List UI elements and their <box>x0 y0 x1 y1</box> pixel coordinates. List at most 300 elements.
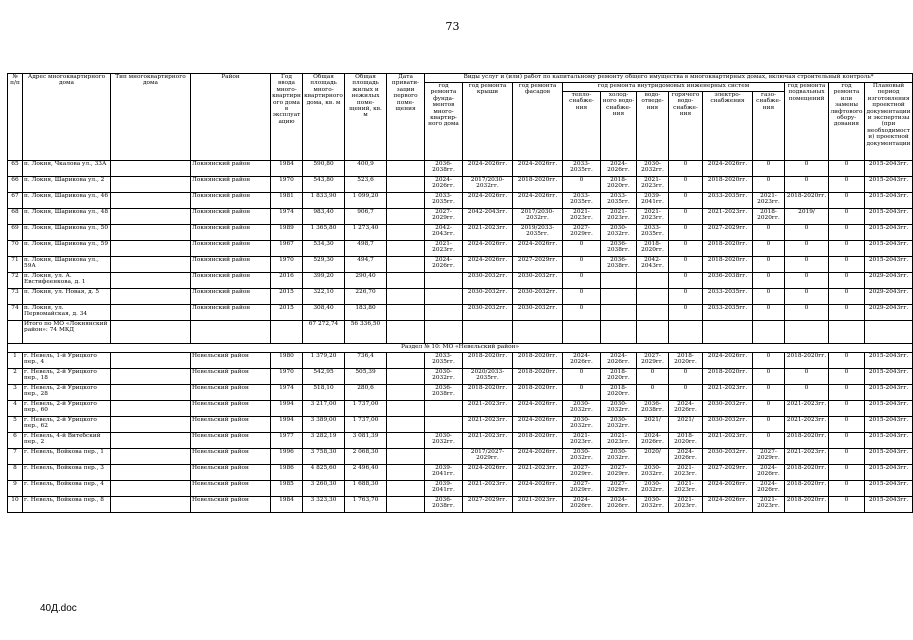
cell-f: 2039-2041гг. <box>425 481 463 497</box>
cell-gas: 0 <box>753 257 785 273</box>
cell-cold: 2021-2023гг. <box>601 433 637 449</box>
cell-roof: 2018-2020гг. <box>463 385 513 401</box>
cell-a2: 1 273,40 <box>345 225 387 241</box>
cell-priv <box>387 401 425 417</box>
table-row <box>8 417 913 433</box>
cell-f: 2033-2035гг. <box>425 353 463 369</box>
cell-hot: 0 <box>669 225 703 241</box>
cell-dist: Невельский район <box>191 385 271 401</box>
cell-fac: 2030-2032гг. <box>513 273 563 289</box>
cell-fac: 2027-2029гг. <box>513 257 563 273</box>
table-row <box>8 353 913 369</box>
cell-addr: п. Локня, Шарикова ул., 59 <box>23 241 111 257</box>
total-nonres-area: 56 336,50 <box>345 321 387 344</box>
cell-fac: 2018-2020гг. <box>513 177 563 193</box>
cell-dist: Локнянский район <box>191 273 271 289</box>
cell-priv <box>387 257 425 273</box>
cell-a1: 3 389,00 <box>303 417 345 433</box>
cell-priv <box>387 273 425 289</box>
cell-gas: 0 <box>753 401 785 417</box>
cell-bas: 0 <box>785 177 829 193</box>
cell-priv <box>387 481 425 497</box>
cell-a1: 543,80 <box>303 177 345 193</box>
cell-type <box>111 241 191 257</box>
cell-cold: 2030-2032гг. <box>601 417 637 433</box>
cell-heat: 0 <box>563 369 601 385</box>
cell-gas: 0 <box>753 385 785 401</box>
cell-f: 2024-2026гг. <box>425 177 463 193</box>
cell-roof: 2030-2032гг. <box>463 289 513 305</box>
cell-n: 1 <box>8 353 23 369</box>
cell-sew: 2033-2035гг. <box>637 225 669 241</box>
cell-plan: 2015-2043гг. <box>865 193 913 209</box>
cell-type <box>111 433 191 449</box>
cell-gas: 2018-2020гг. <box>753 209 785 225</box>
cell-n: 68 <box>8 209 23 225</box>
cell-roof: 2030-2032гг. <box>463 273 513 289</box>
cell-plan: 2015-2043гг. <box>865 369 913 385</box>
cell-plan: 2015-2043гг. <box>865 481 913 497</box>
cell-type <box>111 257 191 273</box>
cell-bas: 0 <box>785 273 829 289</box>
cell-dist: Невельский район <box>191 369 271 385</box>
footer-filename: 40Д.doc <box>40 603 77 614</box>
table-row <box>8 225 913 241</box>
cell-bas: 0 <box>785 241 829 257</box>
cell-bas: 0 <box>785 369 829 385</box>
cell-a2: 505,39 <box>345 369 387 385</box>
cell-addr: п. Локня, Чкалова ул., 33А <box>23 161 111 177</box>
cell-el: 2033-2035гг. <box>703 305 753 321</box>
cell-priv <box>387 225 425 241</box>
cell-cold: 2033-2035гг. <box>601 193 637 209</box>
cell-lift: 0 <box>829 305 865 321</box>
cell-sew: 2020/ <box>637 449 669 465</box>
cell-a2: 280,6 <box>345 385 387 401</box>
cell-addr: г. Невель, Войкова пер., 3 <box>23 465 111 481</box>
cell-a2: 2 496,40 <box>345 465 387 481</box>
cell-f: 2024-2026гг. <box>425 257 463 273</box>
cell-a2: 736,4 <box>345 353 387 369</box>
cell-n: 6 <box>8 433 23 449</box>
cell-priv <box>387 305 425 321</box>
rows-nevel <box>8 353 913 513</box>
cell-f: 2039-2041гг. <box>425 465 463 481</box>
header-roof: год ремонта крыши <box>463 83 513 161</box>
cell-n: 3 <box>8 385 23 401</box>
section-title: Раздел № 10: МО «Невельский район» <box>8 344 913 353</box>
cell-gas: 0 <box>753 353 785 369</box>
cell-fac: 2018-2020гг. <box>513 369 563 385</box>
cell-hot: 0 <box>669 273 703 289</box>
cell-heat: 0 <box>563 241 601 257</box>
cell-a2: 226,70 <box>345 289 387 305</box>
cell-dist: Локнянский район <box>191 193 271 209</box>
cell-heat: 0 <box>563 289 601 305</box>
cell-lift: 0 <box>829 353 865 369</box>
cell-a2: 1 737,00 <box>345 417 387 433</box>
cell-sew: 0 <box>637 385 669 401</box>
cell-n: 4 <box>8 401 23 417</box>
cell-heat: 2024-2026гг. <box>563 353 601 369</box>
cell-dist: Локнянский район <box>191 257 271 273</box>
cell-gas: 0 <box>753 177 785 193</box>
cell-year: 1986 <box>271 465 303 481</box>
cell-addr: п. Локня, Шарикова ул., 2 <box>23 177 111 193</box>
cell-bas: 0 <box>785 305 829 321</box>
cell-a1: 1 365,80 <box>303 225 345 241</box>
cell-type <box>111 417 191 433</box>
cell-roof: 2021-2023гг. <box>463 417 513 433</box>
cell-heat: 0 <box>563 257 601 273</box>
cell-sew: 2039-2041гг. <box>637 193 669 209</box>
cell-roof: 2024-2026гг. <box>463 257 513 273</box>
cell-hot: 2024-2026гг. <box>669 401 703 417</box>
header-cold: холод-ного водо-снабже-ния <box>601 92 637 161</box>
cell-sew: 2036-2038гг. <box>637 401 669 417</box>
cell-cold: 2018-2020гг. <box>601 177 637 193</box>
cell-el: 2018-2020гг. <box>703 241 753 257</box>
header-type: Тип многоквартирного дома <box>111 74 191 161</box>
table-row <box>8 401 913 417</box>
cell-el: 2018-2020гг. <box>703 369 753 385</box>
cell-el: 2024-2026гг. <box>703 161 753 177</box>
cell-f <box>425 273 463 289</box>
cell-lift: 0 <box>829 289 865 305</box>
cell-roof: 2018-2020гг. <box>463 353 513 369</box>
cell-hot: 0 <box>669 241 703 257</box>
cell-fac: 2030-2032гг. <box>513 305 563 321</box>
cell-n: 2 <box>8 369 23 385</box>
cell-plan: 2015-2043гг. <box>865 385 913 401</box>
cell-gas: 2024-2026гг. <box>753 465 785 481</box>
cell-gas: 2021-2023гг. <box>753 497 785 513</box>
cell-heat: 2024-2026гг. <box>563 497 601 513</box>
cell-priv <box>387 433 425 449</box>
cell-heat: 2027-2029гг. <box>563 481 601 497</box>
cell-lift: 0 <box>829 401 865 417</box>
cell-bas: 2018-2020гг. <box>785 497 829 513</box>
cell-cold: 2018-2020гг. <box>601 369 637 385</box>
cell-lift: 0 <box>829 241 865 257</box>
cell-type <box>111 225 191 241</box>
cell-lift: 0 <box>829 225 865 241</box>
cell-fac: 2024-2026гг. <box>513 241 563 257</box>
table-row <box>8 273 913 289</box>
table-row <box>8 193 913 209</box>
cell-type <box>111 385 191 401</box>
cell-el: 2030-2032гг. <box>703 417 753 433</box>
cell-fac: 2024-2026гг. <box>513 161 563 177</box>
cell-priv <box>387 353 425 369</box>
table-row <box>8 289 913 305</box>
cell-cold: 2027-2029гг. <box>601 481 637 497</box>
cell-el: 2033-2035гг. <box>703 193 753 209</box>
cell-gas: 0 <box>753 241 785 257</box>
cell-priv <box>387 449 425 465</box>
header-foundation: год ремонта фунда-ментов много-квартир-ного дома <box>425 83 463 161</box>
cell-priv <box>387 161 425 177</box>
cell-roof: 2020/2033-2035гг. <box>463 369 513 385</box>
cell-f: 2030-2032гг. <box>425 369 463 385</box>
cell-bas: 0 <box>785 225 829 241</box>
cell-heat: 2033-2035гг. <box>563 161 601 177</box>
cell-n: 70 <box>8 241 23 257</box>
header-heat: тепло-снабже-ния <box>563 92 601 161</box>
cell-lift: 0 <box>829 177 865 193</box>
cell-dist: Локнянский район <box>191 289 271 305</box>
cell-fac: 2024-2026гг. <box>513 417 563 433</box>
cell-addr: г. Невель, Войкова пер., 1 <box>23 449 111 465</box>
cell-n: 73 <box>8 289 23 305</box>
cell-plan: 2015-2043гг. <box>865 177 913 193</box>
cell-year: 1967 <box>271 241 303 257</box>
cell-hot: 0 <box>669 257 703 273</box>
cell-heat: 0 <box>563 305 601 321</box>
cell-plan: 2015-2043гг. <box>865 401 913 417</box>
cell-type <box>111 209 191 225</box>
cell-a1: 529,30 <box>303 257 345 273</box>
cell-a1: 3 282,19 <box>303 433 345 449</box>
cell-dist: Локнянский район <box>191 225 271 241</box>
cell-n: 66 <box>8 177 23 193</box>
cell-gas: 0 <box>753 369 785 385</box>
cell-dist: Невельский район <box>191 353 271 369</box>
cell-bas: 0 <box>785 257 829 273</box>
cell-roof: 2027-2029гг. <box>463 497 513 513</box>
cell-sew: 2024-2026гг. <box>637 433 669 449</box>
cell-lift: 0 <box>829 449 865 465</box>
cell-year: 1989 <box>271 225 303 241</box>
cell-n: 74 <box>8 305 23 321</box>
cell-plan: 2015-2043гг. <box>865 465 913 481</box>
cell-cold: 2036-2038гг. <box>601 241 637 257</box>
cell-year: 1970 <box>271 177 303 193</box>
cell-bas: 2018-2020гг. <box>785 353 829 369</box>
cell-addr: г. Невель, 2-й Урицкого пер., 60 <box>23 401 111 417</box>
cell-year: 2015 <box>271 289 303 305</box>
cell-f: 2027-2029гг. <box>425 209 463 225</box>
cell-year: 2015 <box>271 305 303 321</box>
cell-hot: 0 <box>669 385 703 401</box>
cell-dist: Невельский район <box>191 481 271 497</box>
cell-a1: 3 323,30 <box>303 497 345 513</box>
cell-roof: 2021-2023гг. <box>463 433 513 449</box>
cell-plan: 2015-2043гг. <box>865 449 913 465</box>
cell-lift: 0 <box>829 369 865 385</box>
table-row <box>8 241 913 257</box>
cell-a1: 308,40 <box>303 305 345 321</box>
cell-f: 2036-2038гг. <box>425 161 463 177</box>
cell-a1: 1 379,20 <box>303 353 345 369</box>
cell-cold: 2036-2038гг. <box>601 257 637 273</box>
cell-el: 2033-2035гг. <box>703 289 753 305</box>
cell-plan: 2015-2043гг. <box>865 209 913 225</box>
cell-lift: 0 <box>829 497 865 513</box>
cell-fac: 2024-2026гг. <box>513 401 563 417</box>
cell-fac: 2018-2020гг. <box>513 385 563 401</box>
cell-gas: 2021-2023гг. <box>753 193 785 209</box>
cell-f: 2030-2032гг. <box>425 433 463 449</box>
cell-bas: 0 <box>785 161 829 177</box>
cell-sew: 0 <box>637 369 669 385</box>
cell-f: 2042-2043гг. <box>425 225 463 241</box>
cell-dist: Невельский район <box>191 465 271 481</box>
cell-bas: 2018-2020гг. <box>785 433 829 449</box>
table-row <box>8 257 913 273</box>
cell-year: 1980 <box>271 353 303 369</box>
cell-roof: 2021-2023гг. <box>463 481 513 497</box>
total-area: 67 272,74 <box>303 321 345 344</box>
cell-f: 2036-2038гг. <box>425 497 463 513</box>
table-row <box>8 481 913 497</box>
cell-dist: Локнянский район <box>191 161 271 177</box>
cell-heat: 2021-2023гг. <box>563 433 601 449</box>
cell-lift: 0 <box>829 433 865 449</box>
cell-sew: 2030-2032гг. <box>637 465 669 481</box>
header-engineering: год ремонта внутридомовых инженерных систем <box>563 83 785 92</box>
cell-plan: 2015-2043гг. <box>865 433 913 449</box>
header-total-area: Общая площадь много-квартирного дома, кв. м <box>303 74 345 161</box>
cell-n: 67 <box>8 193 23 209</box>
cell-addr: г. Невель, Войкова пер., 4 <box>23 481 111 497</box>
cell-heat: 2027-2029гг. <box>563 465 601 481</box>
cell-plan: 2015-2043гг. <box>865 353 913 369</box>
cell-a1: 518,10 <box>303 385 345 401</box>
cell-addr: п. Локня, Шарикова ул., 48 <box>23 209 111 225</box>
cell-sew <box>637 289 669 305</box>
cell-addr: п. Локня, Шарикова ул., 46 <box>23 193 111 209</box>
header-lift: год ремонта или замены лифтового обору-дования <box>829 83 865 161</box>
cell-roof: 2024-2026гг. <box>463 161 513 177</box>
cell-type <box>111 481 191 497</box>
rows-lokny <box>8 161 913 321</box>
cell-addr: г. Невель, Войкова пер., 8 <box>23 497 111 513</box>
header-works-group: Виды услуг и (или) работ по капитальному ремонту общего имущества в многоквартирных домах, включая строительный контроль* <box>425 74 913 83</box>
cell-plan: 2029-2043гг. <box>865 305 913 321</box>
cell-roof: 2042-2043гг. <box>463 209 513 225</box>
cell-dist: Локнянский район <box>191 305 271 321</box>
header-address: Адрес многоквартирного дома <box>23 74 111 161</box>
cell-year: 1977 <box>271 433 303 449</box>
cell-type <box>111 369 191 385</box>
cell-addr: п. Локня, Шарикова ул., 50 <box>23 225 111 241</box>
cell-heat: 0 <box>563 385 601 401</box>
cell-heat: 0 <box>563 273 601 289</box>
cell-el: 2024-2026гг. <box>703 353 753 369</box>
cell-type <box>111 177 191 193</box>
cell-a2: 2 068,30 <box>345 449 387 465</box>
cell-lift: 0 <box>829 385 865 401</box>
cell-a1: 3 758,30 <box>303 449 345 465</box>
cell-fac: 2018-2020гг. <box>513 433 563 449</box>
cell-heat: 0 <box>563 177 601 193</box>
cell-el: 2030-2032гг. <box>703 401 753 417</box>
cell-type <box>111 273 191 289</box>
cell-a2: 906,7 <box>345 209 387 225</box>
cell-roof: 2021-2023гг. <box>463 401 513 417</box>
cell-el: 2021-2023гг. <box>703 433 753 449</box>
header-year: Год ввода много-квартирного дома в эксплуатацию <box>271 74 303 161</box>
cell-n: 8 <box>8 465 23 481</box>
cell-roof: 2030-2032гг. <box>463 305 513 321</box>
cell-fac: 2017/2030-2032гг. <box>513 209 563 225</box>
cell-gas: 0 <box>753 305 785 321</box>
cell-el: 2036-2038гг. <box>703 273 753 289</box>
cell-gas: 0 <box>753 225 785 241</box>
cell-hot: 2021-2023гг. <box>669 465 703 481</box>
cell-roof: 2024-2026гг. <box>463 465 513 481</box>
cell-sew: 2030-2032гг. <box>637 481 669 497</box>
cell-a1: 534,30 <box>303 241 345 257</box>
section-row <box>8 344 913 353</box>
cell-fac: 2021-2023гг. <box>513 465 563 481</box>
cell-hot: 0 <box>669 305 703 321</box>
header-privatization: Дата привати-зации первого поме-щения <box>387 74 425 161</box>
cell-type <box>111 465 191 481</box>
cell-lift: 0 <box>829 161 865 177</box>
cell-heat: 2030-2032гг. <box>563 401 601 417</box>
header-sewer: водо-отведе-ния <box>637 92 669 161</box>
cell-sew <box>637 305 669 321</box>
cell-year: 1985 <box>271 481 303 497</box>
cell-gas: 0 <box>753 417 785 433</box>
cell-lift: 0 <box>829 257 865 273</box>
table-row <box>8 209 913 225</box>
cell-a2: 3 081,39 <box>345 433 387 449</box>
cell-hot: 0 <box>669 161 703 177</box>
cell-addr: г. Невель, 2-й Урицкого пер., 18 <box>23 369 111 385</box>
cell-el: 2024-2026гг. <box>703 481 753 497</box>
cell-el: 2021-2023гг. <box>703 385 753 401</box>
cell-sew: 2030-2032гг. <box>637 497 669 513</box>
cell-type <box>111 161 191 177</box>
cell-f: 2021-2023гг. <box>425 241 463 257</box>
cell-a1: 3 260,30 <box>303 481 345 497</box>
table-row <box>8 433 913 449</box>
cell-sew: 2042-2043гг. <box>637 257 669 273</box>
cell-cold: 2018-2020гг. <box>601 385 637 401</box>
cell-priv <box>387 465 425 481</box>
total-row <box>8 321 913 344</box>
cell-cold: 2024-2026гг. <box>601 497 637 513</box>
header-electric: электро-снабжения <box>703 92 753 161</box>
cell-a2: 1 099,20 <box>345 193 387 209</box>
total-label: Итого по МО «Локнянский район»: 74 МКД <box>23 321 111 344</box>
cell-a1: 3 217,00 <box>303 401 345 417</box>
cell-a1: 1 833,90 <box>303 193 345 209</box>
cell-sew: 2021/ <box>637 417 669 433</box>
cell-plan: 2029-2043гг. <box>865 289 913 305</box>
cell-f: 2036-2038гг. <box>425 385 463 401</box>
cell-bas: 2018-2020гг. <box>785 465 829 481</box>
cell-plan: 2015-2043гг. <box>865 241 913 257</box>
cell-sew: 2021-2023гг. <box>637 209 669 225</box>
cell-dist: Невельский район <box>191 417 271 433</box>
cell-year: 1974 <box>271 209 303 225</box>
cell-addr: п. Локня, ул. Первомайская, д. 34 <box>23 305 111 321</box>
cell-a2: 494,7 <box>345 257 387 273</box>
cell-hot: 2021/ <box>669 417 703 433</box>
cell-a2: 400,9 <box>345 161 387 177</box>
cell-hot: 0 <box>669 369 703 385</box>
cell-cold: 2024-2026гг. <box>601 353 637 369</box>
cell-priv <box>387 417 425 433</box>
cell-a1: 590,80 <box>303 161 345 177</box>
header-gas: газо-снабже-ния <box>753 92 785 161</box>
cell-roof: 2024-2026гг. <box>463 193 513 209</box>
cell-gas: 0 <box>753 433 785 449</box>
